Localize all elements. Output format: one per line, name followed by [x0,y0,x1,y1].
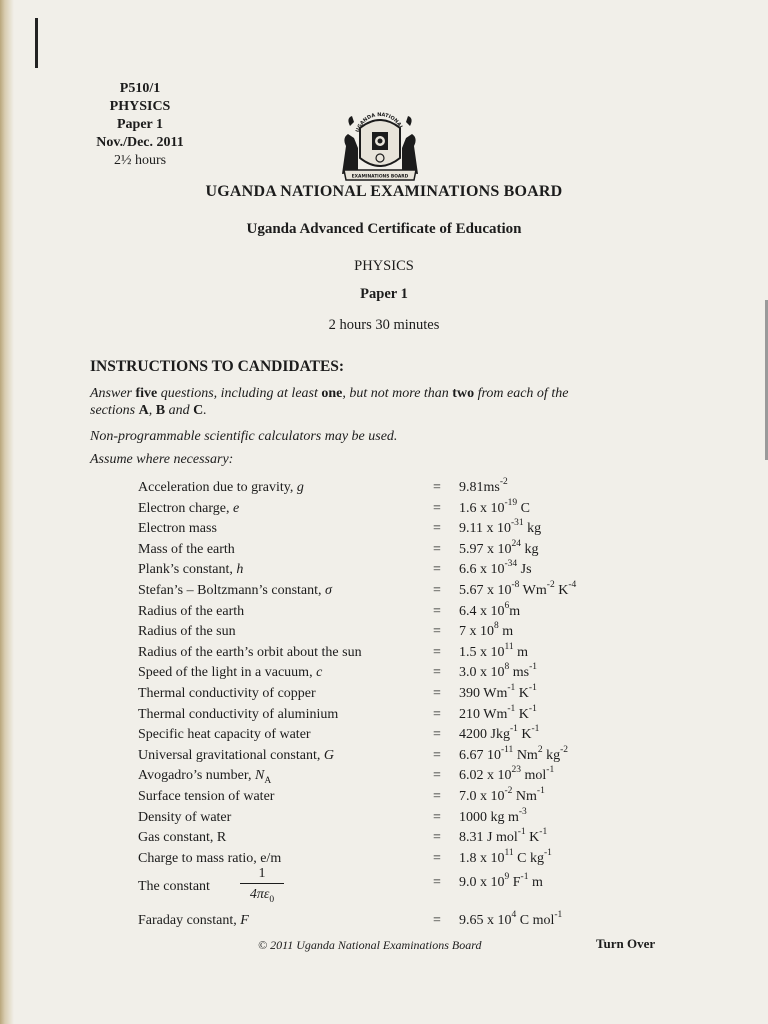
scanned-page-edge [0,0,14,1024]
equals-sign: = [433,747,441,763]
equals-sign: = [433,500,441,516]
paper-code: P510/1 [119,81,161,96]
fraction-numerator: 1 [240,864,284,884]
constants-table [138,478,658,869]
constant-fraction-row [138,864,658,910]
constant-name: Electron charge, e [138,500,240,516]
equals-sign: = [433,624,441,640]
constant-row [138,705,658,726]
constant-row [138,581,658,602]
equals-sign: = [433,875,441,890]
equals-sign: = [433,768,441,784]
constant-row [138,725,658,746]
paper-number: Paper 1 [116,117,163,132]
faraday-label: Faraday constant, F [138,913,249,928]
constant-value: 390 $Wm^{-1}$ $K^{-1}$ [459,682,537,701]
turn-over-note: Turn Over [596,936,656,951]
constant-name: Mass of the earth [138,541,235,557]
faraday-value: 9.65 x $10^4$ C mol$^{-1}$ [459,910,563,928]
fraction-expression [240,864,284,911]
constant-row [138,828,658,849]
exam-session: Nov./Dec. 2011 [96,135,184,150]
constant-row [138,643,658,664]
equals-sign: = [433,830,441,846]
equals-sign: = [433,685,441,701]
constant-value: 9.11 x $10^{-31}$ kg [459,518,542,537]
constant-row [138,499,658,520]
constant-name: Plank’s constant, h [138,562,244,578]
constant-value: 1000 kg $m^{-3}$ [459,806,527,825]
fraction-label: The constant [138,879,210,894]
constant-row [138,519,658,540]
constant-value: 6.02 x $10^{23}$ mol$^{-1}$ [459,765,555,784]
uneb-crest-icon [336,112,424,184]
constant-name: Universal gravitational constant, G [138,747,334,763]
constant-name: Thermal conductivity of aluminium [138,706,339,722]
subject-title: PHYSICS [354,258,414,274]
constant-name: Electron mass [138,521,217,537]
constant-name: Surface tension of water [138,788,275,804]
calculator-instruction: Non-programmable scientific calculators may be used. [90,429,398,444]
instructions-heading: INSTRUCTIONS TO CANDIDATES: [90,358,345,375]
constant-row [138,787,658,808]
constant-value: $9.81ms^{-2}$ [459,477,508,495]
constant-row [138,746,658,767]
constant-name: Thermal conductivity of copper [138,685,316,701]
paper-title: Paper 1 [360,286,408,302]
constant-value: 7 x $10^8$ m [459,621,514,640]
constant-value: 6.67 $10^{-11}$ Nm$^2$ $kg^{-2}$ [459,744,568,763]
board-name: UGANDA NATIONAL EXAMINATIONS BOARD [205,183,563,200]
constant-name: Radius of the earth [138,603,245,619]
constant-value: 4200 Jkg$^{-1}$ $K^{-1}$ [459,724,540,743]
equals-sign: = [433,850,441,866]
constant-name: Avogadro’s number, $N_A$ [138,768,272,787]
equals-sign: = [433,582,441,598]
constant-row [138,684,658,705]
equals-sign: = [433,603,441,619]
crest-bottom-text: EXAMINATIONS BOARD [351,174,409,180]
constant-value: 1.8 x $10^{11}$ C $kg^{-1}$ [459,847,552,866]
equals-sign: = [433,727,441,743]
constant-name: Charge to mass ratio, e/m [138,850,282,866]
constant-value: 5.97 x $10^{24}$ kg [459,538,539,557]
equals-sign: = [433,706,441,722]
margin-mark [35,18,38,68]
constant-name: Radius of the sun [138,624,236,640]
exam-duration-short: 2½ hours [113,153,167,168]
equals-sign: = [433,521,441,537]
constant-row [138,602,658,623]
constant-name: Gas constant, R [138,830,227,846]
constant-name: Speed of the light in a vacuum, c [138,665,323,681]
equals-sign: = [433,644,441,660]
constant-row [138,540,658,561]
fraction-denominator: $4\pi\varepsilon_0$ [249,887,275,905]
fraction-value: 9.0 x $10^9$ $F^{-1}$ m [459,872,543,890]
equals-sign: = [433,809,441,825]
equals-sign: = [433,913,441,928]
constant-value: 3.0 x $10^8$ $ms^{-1}$ [459,662,538,681]
equals-sign: = [433,788,441,804]
constant-value: 6.6 x $10^{-34}$ Js [459,559,532,578]
constant-row [138,560,658,581]
constant-value: 210 $Wm^{-1}$ $K^{-1}$ [459,703,537,722]
answer-instruction: Answer five questions, including at least one, but not more than two from each of the sections A, B and C. [90,386,569,418]
certificate-name: Uganda Advanced Certificate of Education [246,221,522,237]
constant-name: Stefan’s – Boltzmann’s constant, σ [138,582,332,598]
constant-name: Specific heat capacity of water [138,727,311,743]
constant-row [138,808,658,829]
faraday-constant-row [138,910,658,932]
constant-row [138,622,658,643]
constant-value: 8.31 J mol$^{-1}$ $K^{-1}$ [459,827,548,846]
equals-sign: = [433,541,441,557]
constant-value: 1.5 x $10^{11}$ m [459,641,529,660]
constant-name: Density of water [138,809,232,825]
paper-subject: PHYSICS [109,99,171,114]
constant-value: 7.0 x $10^{-2}$ $Nm^{-1}$ [459,785,545,804]
copyright-notice: © 2011 Uganda National Examinations Board [258,938,482,952]
constant-row [138,663,658,684]
constant-value: 5.67 x $10^{-8}$ $Wm^{-2}$ $K^{-4}$ [459,579,577,598]
constant-row [138,478,658,499]
constant-value: 1.6 x $10^{-19}$ C [459,497,531,516]
constant-row [138,766,658,787]
constant-name: Acceleration due to gravity, g [138,480,304,495]
duration-long: 2 hours 30 minutes [328,317,440,333]
equals-sign: = [433,562,441,578]
crest-top-text: UGANDA NATIONAL [354,112,404,134]
constant-name: Radius of the earth’s orbit about the sun [138,644,362,660]
equals-sign: = [433,665,441,681]
paper-code-block [70,80,210,170]
constant-value: 6.4 x $10^6m$ [459,600,521,619]
equals-sign: = [433,480,441,495]
assume-instruction: Assume where necessary: [90,452,234,467]
